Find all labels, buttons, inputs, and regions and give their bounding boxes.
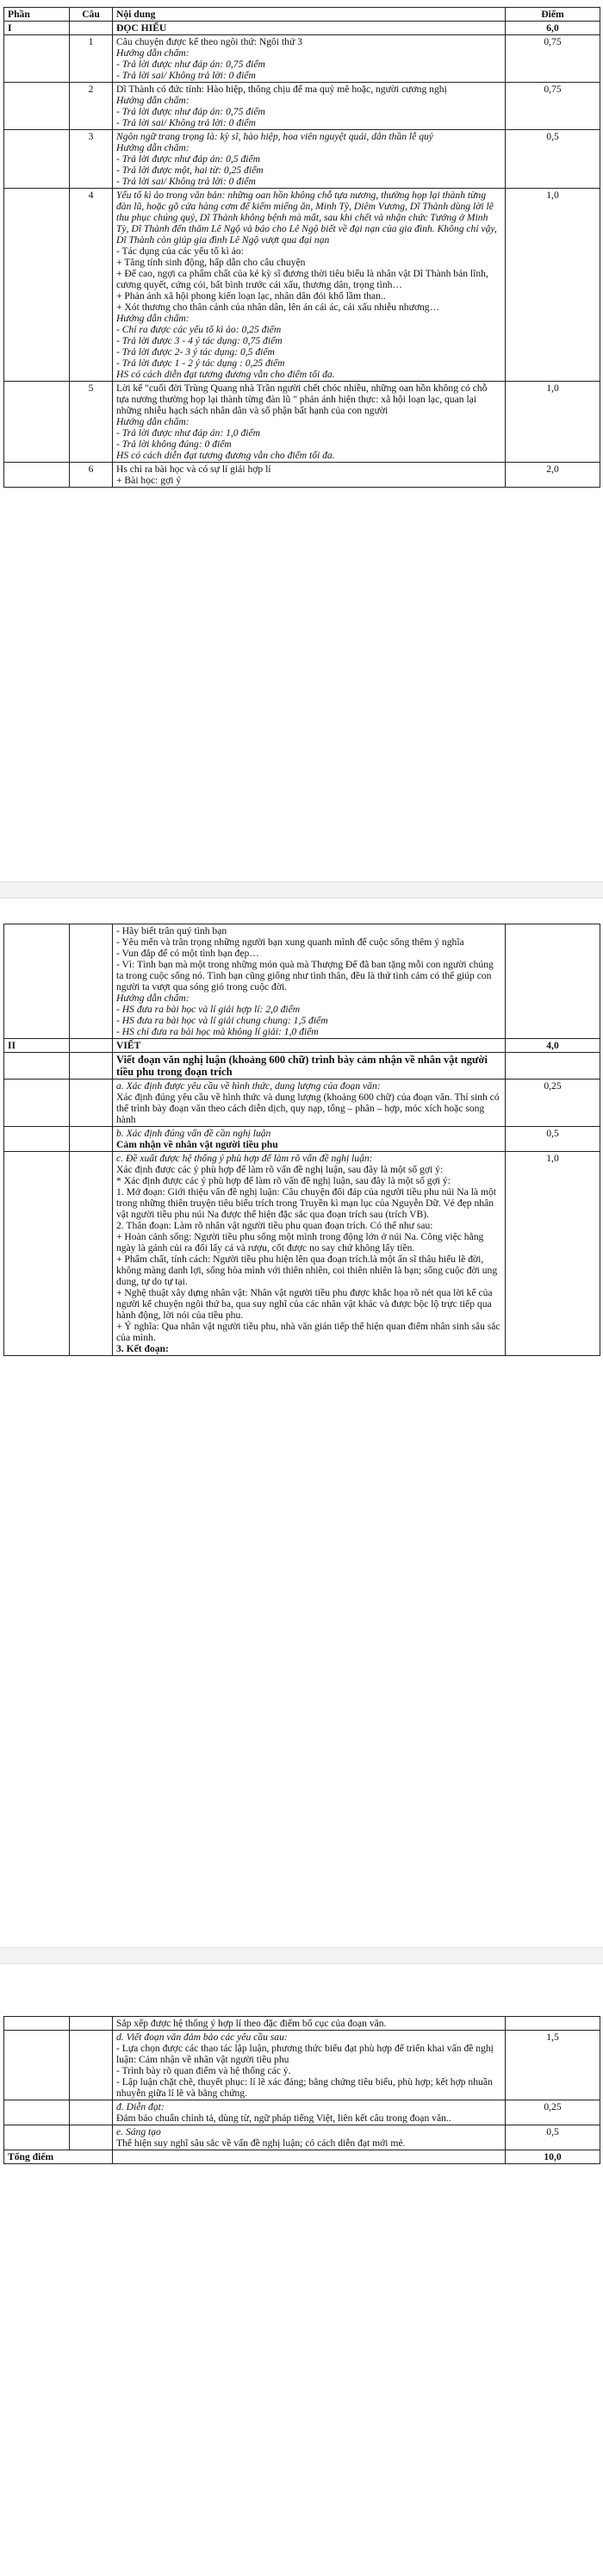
content-line: e. Sáng tạo [116, 2126, 161, 2137]
criterion-d-points: 1,5 [506, 2031, 600, 2100]
content-line: + Ý nghĩa: Qua nhân vật người tiều phu, nhà văn gián tiếp thể hiện quan điểm nhân sinh sâu sắc của mình. [116, 1321, 500, 1343]
grading-table-part-2 [3, 924, 600, 1356]
page-separator [0, 881, 603, 899]
content-line: - Trình bày rõ quan điểm và hệ thống các ý. [116, 2065, 291, 2076]
content-line: Đảm bảo chuẩn chỉnh tả, dùng từ, ngữ pháp tiếng Việt, liên kết câu trong đoạn văn.. [116, 2112, 451, 2124]
question-number: 1 [70, 35, 113, 83]
content-line: - Trả lời được như đáp án: 0,75 điểm [116, 59, 265, 70]
question-answer [113, 83, 506, 130]
content-line: + Phẩm chất, tính cách: Người tiều phu hiện lên qua đoạn trích.là một ẩn sĩ thâu hiểu lẽ đời, không màng danh lợi, sống hòa mình với thiên nhiên, coi thiên nhiên là bạn; sống cuộc đời ung dung, tự do tự tại. [116, 1254, 498, 1287]
content-line: + Để cao, ngợi ca phẩm chất của kẻ kỳ sĩ đương thời tiêu biểu là nhân vật Dĩ Thành bản lĩnh, cương quyết, cứng cỏi, bất bình trước cái xấu, thương dân, trọng tình… [116, 268, 488, 290]
criterion-row-d [4, 2031, 600, 2100]
content-line: Hướng dẫn chấm: [116, 313, 190, 324]
question-points: 0,5 [506, 130, 600, 189]
content-line: - Trả lời được 3 - 4 ý tác dụng: 0,75 điểm [116, 335, 283, 346]
question-points: 1,0 [506, 189, 600, 382]
question-row [4, 130, 600, 189]
content-line: - Tác dụng của các yếu tố kì ảo: [116, 246, 244, 257]
question-points: 1,0 [506, 382, 600, 463]
continued-content [113, 924, 506, 1039]
question-number: 2 [70, 83, 113, 130]
content-line: Xác định đúng yêu cầu về hình thức và dung lượng (khoảng 600 chữ) của đoạn văn. Thí sinh có thể trình bày đoạn văn theo cách diễn dịch, quy nạp, tổng – phân – hợp, móc xích hoặc song hành [116, 1092, 500, 1125]
content-line: - Trả lời không đúng: 0 điểm [116, 439, 232, 450]
criterion-row-c [4, 1152, 600, 1356]
question-points: 0,75 [506, 35, 600, 83]
content-line: + Bài học: gợi ý [116, 475, 182, 486]
question-answer [113, 35, 506, 83]
content-line: Hướng dẫn chấm: [116, 95, 190, 106]
content-line: 1. Mở đoạn: Giới thiệu vấn đề nghị luận: Câu chuyện đối đáp của người tiều phu núi Na là một trong những thiên truyện tiêu biểu trích trong Truyền kì mạn lục của Nguyễn Dữ. Vẻ đẹp nhân vật người tiều phu núi Na được thể hiện đặc sắc qua đoạn trích sau (trích VB). [116, 1186, 497, 1220]
content-line: đ. Diễn đạt: [116, 2101, 165, 2112]
question-row [4, 463, 600, 488]
content-line: - HS chỉ đưa ra bài học mà không lí giải: 1,0 điểm [116, 1026, 319, 1037]
content-line: - Vun đắp để có một tình bạn đẹp… [116, 948, 259, 959]
question-answer [113, 189, 506, 382]
content-line: Hướng dẫn chấm: [116, 142, 190, 153]
content-line: - Trả lời sai/ Không trả lời: 0 điểm [116, 176, 256, 187]
grading-table-part-3 [3, 2016, 600, 2164]
content-line: Xác định được các ý phù hợp để làm rõ vấn đề nghị luận, sau đây là một số gợi ý: [116, 1164, 444, 1175]
content-line: HS có cách diễn đạt tương đương vẫn cho điểm tối đa. [116, 369, 335, 380]
content-line: - Chỉ ra được các yếu tố kì ảo: 0,25 điểm [116, 324, 282, 335]
question-number: 3 [70, 130, 113, 189]
section-row-part-2 [4, 1039, 600, 1053]
question-number: 5 [70, 382, 113, 463]
question-row [4, 35, 600, 83]
question-answer [113, 382, 506, 463]
grading-table-part-1 [3, 7, 600, 488]
content-line: - HS đưa ra bài học và lí giải hợp lí: 2,0 điểm [116, 1004, 301, 1015]
criterion-row-b [4, 1127, 600, 1152]
essay-heading-row [4, 1053, 600, 1080]
content-line: Hướng dẫn chấm: [116, 992, 190, 1004]
content-line: - Yêu mến và trân trọng những người bạn xung quanh mình để cuộc sống thêm ý nghĩa [116, 936, 464, 948]
content-line: - Vì: Tình bạn mà một trong những món quà mà Thượng Đế đã ban tặng mỗi con người chúng ta trong cuộc sống nó. Tình bạn cũng giống như tình thân, đều là thứ tình cảm có thể giúp con người ta vượt qua sóng gió trong cuộc đời. [116, 959, 494, 992]
criterion-dd-content [113, 2100, 506, 2125]
total-row [4, 2150, 600, 2164]
question-row [4, 382, 600, 463]
page-3 [3, 2016, 600, 2164]
criterion-c-points: 1,0 [506, 1152, 600, 1356]
criterion-row-a [4, 1080, 600, 1127]
part-2-label: II [4, 1039, 70, 1053]
content-line: + Hoàn cảnh sống: Người tiều phu sống một mình trong động lớn ở núi Na. Công việc hằng ngày là gánh củi ra đổi lấy cá và rượu, cốt được no say chứ không lấy tiền. [116, 1231, 484, 1254]
content-line: c. Đề xuất được hệ thống ý phù hợp để làm rõ vấn đề nghị luận: [116, 1153, 373, 1164]
content-line: - Trả lời sai/ Không trả lời: 0 điểm [116, 70, 256, 81]
essay-heading: Viết đoạn văn nghị luận (khoảng 600 chữ) trình bày cảm nhận về nhân vật người tiều phu trong đoạn trích [113, 1053, 506, 1080]
total-label: Tổng điểm [4, 2150, 113, 2164]
content-line: d. Viết đoạn văn đảm bảo các yêu cầu sau: [116, 2032, 288, 2043]
content-line: + Nghệ thuật xây dựng nhân vật: Nhân vật người tiều phu được khắc họa rõ nét qua lời kể của người kể chuyện ngôi thứ ba, qua suy nghĩ của các nhân vật khác và được bộc lộ trực tiếp qua hành động, lời nói của tiều phu. [116, 1287, 493, 1321]
criterion-a-content [113, 1080, 506, 1127]
part-1-title: ĐỌC HIỂU [113, 22, 506, 35]
content-line: b. Xác định đúng vấn đề cần nghị luận [116, 1128, 271, 1139]
content-line: Lời kể "cuối đời Trùng Quang nhà Trần người chết chóc nhiều, những oan hồn không có chỗ tựa nương thường họp lại thành từng đàn lũ " phản ánh hiện thực: xã hội loạn lạc, quan lại những nhiễu hạch sách nhân dân và số phận bất hạnh của con người [116, 383, 488, 416]
question-number: 4 [70, 189, 113, 382]
content-line: - Trả lời được 2- 3 ý tác dụng: 0,5 điểm [116, 346, 275, 358]
page-1 [3, 7, 600, 488]
content-line: - Lựa chọn được các thao tác lập luận, phương thức biểu đạt phù hợp để triển khai vấn đề nghị luận: Cảm nhận về nhân vật người tiều phu [116, 2043, 494, 2065]
criterion-e-content [113, 2125, 506, 2150]
content-line: Yếu tố kì ảo trong văn bản: những oan hồn không chỗ tựa nương, thường họp lại thành từng đàn lũ, hoặc gõ cửa hàng cơm để kiếm miếng ăn, Minh Tỳ, Diêm Vương, Dĩ Thành dùng lời lẽ thu phục chúng quỷ, Dĩ Thành không bệnh mà mất, sau khi chết và nhận chức Tướng ở Minh Tỳ, Dĩ Thành đến thăm Lê Ngộ và báo cho Lê Ngộ biết về đại nạn của gia đình. Không chỉ vậy, Dĩ Thành còn giúp gia đình Lê Ngộ vượt qua đại nạn [116, 190, 497, 246]
content-line: Ngôn ngữ trang trọng là: kỳ sĩ, hào hiệp, hoa viên nguyệt quái, dân thần lễ quỷ [116, 131, 433, 142]
content-line: HS có cách diễn đạt tương đương vẫn cho điểm tối đa. [116, 450, 335, 461]
criterion-dd-points: 0,25 [506, 2100, 600, 2125]
part-2-points: 4,0 [506, 1039, 600, 1053]
content-line: + Phản ánh xã hội phong kiến loạn lạc, nhân dân đói khổ lầm than.. [116, 290, 386, 302]
criterion-row-e [4, 2125, 600, 2150]
continued-row [4, 2017, 600, 2031]
criterion-c-content [113, 1152, 506, 1356]
table-header-row [4, 8, 600, 22]
total-points: 10,0 [506, 2150, 600, 2164]
question-answer [113, 463, 506, 488]
content-line: Hs chỉ ra bài học và có sự lí giải hợp lí [116, 464, 271, 475]
criterion-e-points: 0,5 [506, 2125, 600, 2150]
content-line: 3. Kết đoạn: [116, 1343, 169, 1354]
content-line: - Trả lời được như đáp án: 1,0 điểm [116, 427, 261, 439]
content-line: * Xác định được các ý phù hợp để làm rõ vấn đề nghị luận, sau đây là một số gợi ý: [116, 1175, 451, 1186]
content-line: - Lập luận chặt chẽ, thuyết phục: lí lẽ xác đáng; bằng chứng tiêu biểu, phù hợp; kết hợp nhuần nhuyễn giữa lí lẽ và bằng chứng. [116, 2076, 493, 2099]
section-row-part-1 [4, 22, 600, 35]
content-line: + Xót thương cho thân cảnh của nhân dân, lên án cái ác, cái xấu nhiễu nhương… [116, 302, 440, 313]
part-1-label: I [4, 22, 70, 35]
criterion-b-content [113, 1127, 506, 1152]
question-number: 6 [70, 463, 113, 488]
header-diem: Điểm [506, 8, 600, 22]
criterion-a-points: 0,25 [506, 1080, 600, 1127]
content-line: Sắp xếp được hệ thống ý hợp lí theo đặc điểm bố cục của đoạn văn. [116, 2018, 387, 2029]
header-phan: Phần [4, 8, 70, 22]
part-1-points: 6,0 [506, 22, 600, 35]
criterion-d-content [113, 2031, 506, 2100]
header-cau: Câu [70, 8, 113, 22]
content-line: a. Xác định được yêu cầu về hình thức, dung lượng của đoạn văn: [116, 1080, 381, 1092]
criterion-row-dd [4, 2100, 600, 2125]
content-line: + Tăng tính sinh động, hấp dẫn cho câu chuyện [116, 257, 306, 268]
question-points: 2,0 [506, 463, 600, 488]
content-line: - HS đưa ra bài học và lí giải chung chung: 1,5 điểm [116, 1015, 328, 1026]
question-row [4, 83, 600, 130]
content-line: - Hãy biết trân quý tình bạn [116, 925, 227, 936]
content-line: Thể hiện suy nghĩ sâu sắc về vấn đề nghị luận; có cách diễn đạt mới mẻ. [116, 2137, 406, 2149]
content-line: - Trả lời được 1 - 2 ý tác dụng : 0,25 điểm [116, 358, 285, 369]
part-2-title: VIẾT [113, 1039, 506, 1053]
content-line: Hướng dẫn chấm: [116, 47, 190, 59]
content-line: - Trả lời được một, hai từ: 0,25 điểm [116, 165, 264, 176]
continued-row [4, 924, 600, 1039]
continued-content [113, 2017, 506, 2031]
criterion-b-points: 0,5 [506, 1127, 600, 1152]
content-line: - Trả lời sai/ Không trả lời: 0 điểm [116, 117, 256, 128]
header-noi-dung: Nội dung [113, 8, 506, 22]
question-answer [113, 130, 506, 189]
question-points: 0,75 [506, 83, 600, 130]
page-2 [3, 924, 600, 1356]
content-line: - Trả lời được như đáp án: 0,5 điểm [116, 153, 261, 165]
content-line: Câu chuyện được kể theo ngôi thứ: Ngôi thứ 3 [116, 36, 302, 47]
content-line: Hướng dẫn chấm: [116, 416, 190, 427]
question-row [4, 189, 600, 382]
content-line: 2. Thân đoạn: Làm rõ nhân vật người tiều phu quan đoạn trích. Có thể như sau: [116, 1220, 433, 1231]
page-separator [0, 1947, 603, 1964]
content-line: Dĩ Thành có đức tính: Hào hiệp, thông chịu để ma quỷ mê hoặc, người cương nghị [116, 84, 447, 95]
content-line: - Trả lời được như đáp án: 0,75 điểm [116, 106, 265, 117]
content-line: Cảm nhận về nhân vật người tiều phu [116, 1139, 278, 1150]
